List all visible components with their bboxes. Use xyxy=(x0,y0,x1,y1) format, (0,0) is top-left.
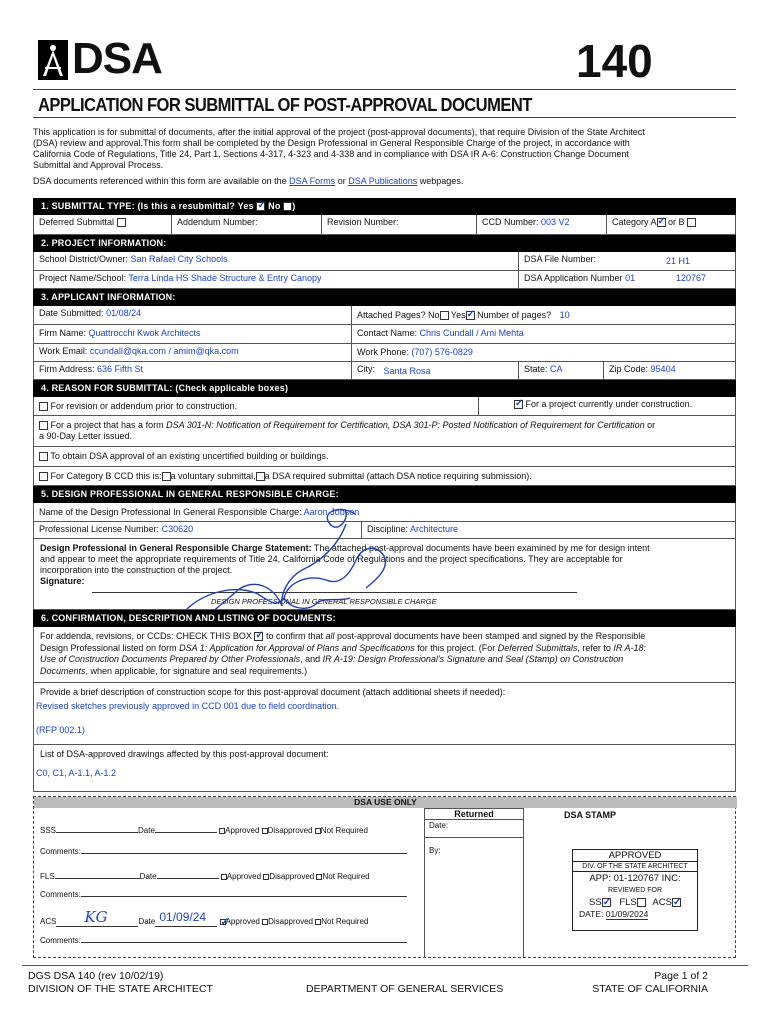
addendum-cell xyxy=(172,215,322,234)
address-row xyxy=(33,362,736,380)
sss-approved-checkbox[interactable] xyxy=(219,828,225,834)
conf-line-1a: For addenda, revisions, or CCDs: CHECK THIS BOX xyxy=(40,631,252,641)
acs-not-required-checkbox[interactable] xyxy=(315,919,321,925)
reason-2-checkbox[interactable] xyxy=(514,400,523,409)
sss-approved-label: Approved xyxy=(225,826,260,835)
revision-cell xyxy=(322,215,477,234)
acs-date: 01/09/24 xyxy=(159,910,207,924)
attached-no-label: Attached Pages? No xyxy=(357,310,440,320)
app-number-cell xyxy=(519,271,737,288)
dp-name-field[interactable]: Aaron Jobson xyxy=(303,507,360,517)
acs-comments xyxy=(40,936,407,945)
signature-caption: DESIGN PROFESSIONAL IN GENERAL RESPONSIBLE CHARGE xyxy=(211,597,437,606)
deferred-cell xyxy=(34,215,172,234)
project-row xyxy=(33,271,736,289)
section-6-header xyxy=(33,610,736,627)
revision-label: Revision Number: xyxy=(327,217,399,227)
intro-line-4: Submittal and Approval Process. xyxy=(33,160,164,170)
category-b-label: or B xyxy=(668,217,685,227)
statement-line-2: and appear to meet the appropriate requirements of Title 24, California Code of Regulations and the project specifications. They are acceptable for xyxy=(40,554,623,564)
stamp-reviewed-for: REVIEWED FOR xyxy=(607,887,663,894)
reason-3-label-a: For a project that has a form xyxy=(50,420,164,430)
stamp-fls-checkbox xyxy=(637,898,646,907)
reason-4-cell xyxy=(34,447,737,466)
acs-disapproved-checkbox[interactable] xyxy=(262,919,268,925)
fls-date-label: Date xyxy=(139,872,157,881)
app-number-prefix-field[interactable]: 01 xyxy=(625,273,636,283)
acs-approved-label: Approved xyxy=(225,917,260,926)
date-cell xyxy=(34,306,352,324)
section-1-row xyxy=(33,215,736,235)
acs-initials: KG xyxy=(84,908,108,926)
attached-yes-checkbox[interactable] xyxy=(466,311,475,320)
intro-or: or xyxy=(337,176,346,186)
sss-date-field[interactable] xyxy=(155,832,217,833)
footer-form-rev: DGS DSA 140 (rev 10/02/19) xyxy=(28,970,164,982)
reason-5-label-a: For Category B CCD this is: xyxy=(50,471,162,481)
sss-row xyxy=(40,826,368,835)
zip-cell xyxy=(604,362,737,379)
footer-department: DEPARTMENT OF GENERAL SERVICES xyxy=(306,983,504,995)
reason-3-label-b: DSA 301-N: Notification of Requirement for Certification, DSA 301-P: Posted Notification of Requirement for Certification xyxy=(166,420,645,430)
category-cell xyxy=(607,215,737,234)
conf-line-2e: , refer to xyxy=(577,642,611,653)
conf-line-2a: Design Professional listed on form xyxy=(40,642,177,653)
reason-row-1 xyxy=(33,397,736,416)
returned-by-box xyxy=(424,838,524,958)
description-field-2[interactable]: (RFP 002.1) xyxy=(36,725,85,735)
footer-page: Page 1 of 2 xyxy=(654,970,708,982)
conf-line-3b: , and xyxy=(300,654,321,664)
pages-label: Number of pages? xyxy=(477,310,552,320)
category-a-label: Category A xyxy=(612,217,657,227)
date-row xyxy=(33,306,736,325)
district-row xyxy=(33,252,736,271)
stamp-division: DIV. OF THE STATE ARCHITECT xyxy=(573,862,697,872)
email-row xyxy=(33,344,736,362)
page-title: APPLICATION FOR SUBMITTAL OF POST-APPROVAL DOCUMENT xyxy=(38,95,532,115)
section-1-header: 1. SUBMITTAL TYPE: (Is this a resubmittal? Yes ✓ No ) xyxy=(33,198,736,215)
district-label: School District/Owner: xyxy=(39,254,129,264)
fls-not-required-label: Not Required xyxy=(322,872,370,881)
reason-row-3 xyxy=(33,416,736,447)
firm-row xyxy=(33,325,736,344)
sss-comments-field[interactable] xyxy=(81,853,407,854)
address-field[interactable]: 636 Fifth St xyxy=(97,364,144,374)
intro-line-3: California Code of Regulations, Title 24, Part 1, Sections 4-317, 4-323 and 4-338 and in compliance with DSA IR A-6: Construction Change Document xyxy=(33,149,629,159)
acs-date-label: Date xyxy=(138,917,156,926)
reason-2-label: For a project currently under construction. xyxy=(525,399,693,409)
city-cell xyxy=(352,362,519,379)
attached-cell xyxy=(352,306,737,324)
fls-not-required-checkbox[interactable] xyxy=(316,874,322,880)
description-box xyxy=(33,682,736,744)
sss-comments xyxy=(40,847,407,856)
conf-line-3c: IR A-19: Design Professional's Signature and Seal (Stamp) on Construction xyxy=(322,654,624,664)
intro-text xyxy=(33,127,738,187)
dsa-forms-link[interactable]: DSA Forms xyxy=(289,176,336,186)
conf-line-3a: Use of Construction Documents Prepared by Other Professionals xyxy=(40,654,301,664)
stamp-date-row xyxy=(573,909,697,920)
conf-line-1d: post-approval documents have been stamped and signed by the Responsible xyxy=(337,631,646,641)
statement-line-3: incorporation into the construction of the project. xyxy=(40,565,233,575)
reason-5-label-c: a DSA required submittal (attach DSA notice requiring submission). xyxy=(264,471,532,481)
sss-initials-field[interactable] xyxy=(56,832,138,833)
conf-line-2c: for this project. (For xyxy=(417,642,496,653)
acs-approved-checkbox[interactable] xyxy=(220,919,226,925)
ccd-number-field[interactable]: 003 V2 xyxy=(541,217,570,227)
reason-row-5 xyxy=(33,467,736,486)
required-checkbox[interactable] xyxy=(256,472,265,481)
contact-name-field[interactable]: Chris Cundall / Ami Mehta xyxy=(419,328,524,338)
header-rule xyxy=(33,89,736,90)
confirmation-text xyxy=(40,631,734,677)
returned-label: Returned xyxy=(425,809,523,820)
dsa-publications-link[interactable]: DSA Publications xyxy=(348,176,418,186)
stamp-app-number: APP: 01-120767 INC: xyxy=(589,873,681,884)
fls-disapproved-label: Disapproved xyxy=(269,872,315,881)
returned-date-label: Date: xyxy=(429,821,449,830)
returned-date-box xyxy=(424,808,524,838)
license-label: Professional License Number: xyxy=(39,524,160,534)
acs-label: ACS xyxy=(40,917,57,926)
fls-row xyxy=(40,872,370,881)
statement-line-1: The attached post-approval documents have been examined by me for design intent xyxy=(313,543,650,553)
intro-links-line xyxy=(33,176,738,187)
category-a-checkbox[interactable] xyxy=(657,218,666,227)
reason-row-4 xyxy=(33,447,736,467)
acs-date-field[interactable] xyxy=(155,910,217,927)
project-name-field[interactable]: Terra Linda HS Shade Structure & Entry Canopy xyxy=(128,273,322,283)
contact-label: Contact Name: xyxy=(357,328,418,338)
signature-label: Signature: xyxy=(40,576,85,586)
attached-no-checkbox[interactable] xyxy=(440,311,449,320)
contact-cell xyxy=(352,325,737,343)
intro-line-2: (DSA) review and approval.This form shall be completed by the Design Professional in General Responsible Charge of the project, in accordance with xyxy=(33,138,630,148)
acs-disapproved-label: Disapproved xyxy=(268,917,313,926)
fls-comments xyxy=(40,890,407,899)
section-4-header xyxy=(33,380,736,397)
fls-approved-checkbox[interactable] xyxy=(221,874,227,880)
state-label: State: xyxy=(524,364,548,374)
conf-line-4a: Documents xyxy=(40,665,86,676)
section-2-header xyxy=(33,235,736,252)
sss-not-required-checkbox[interactable] xyxy=(315,828,321,834)
stamp-ss-label: SS xyxy=(589,897,602,908)
category-b-checkbox[interactable] xyxy=(687,218,696,227)
state-cell xyxy=(519,362,604,379)
address-cell xyxy=(34,362,352,379)
project-cell xyxy=(34,271,519,288)
acs-initials-field[interactable] xyxy=(56,908,138,927)
ccd-cell xyxy=(477,215,607,234)
form-number: 140 xyxy=(576,35,653,87)
city-field[interactable]: Santa Rosa xyxy=(383,366,431,376)
city-label: City: xyxy=(357,364,375,374)
reason-2-cell xyxy=(479,397,737,415)
phone-cell xyxy=(352,344,737,361)
dsa-use-only-box xyxy=(33,796,736,958)
deferred-label: Deferred Submittal xyxy=(39,217,115,227)
reason-5-checkbox[interactable] xyxy=(39,472,48,481)
footer-state: STATE OF CALIFORNIA xyxy=(592,983,708,995)
firm-label: Firm Name: xyxy=(39,328,86,338)
confirm-stamped-checkbox[interactable] xyxy=(254,632,263,641)
intro-links-prefix: DSA documents referenced within this form are available on the xyxy=(33,176,287,186)
fls-label: FLS xyxy=(40,872,55,881)
acs-comments-field[interactable] xyxy=(81,942,407,943)
intro-line-1: This application is for submittal of documents, after the initial approval of the project (post-approval documents), that require Division of the State Architect xyxy=(33,127,645,137)
drawings-label: List of DSA-approved drawings affected by this post-approval document: xyxy=(40,749,329,759)
stamp-fls-label: FLS xyxy=(619,897,637,908)
drawings-box xyxy=(33,744,736,792)
resubmittal-yes-checkbox[interactable] xyxy=(256,202,265,211)
acs-comments-label: Comments: xyxy=(40,936,81,945)
reason-5-cell xyxy=(34,467,737,485)
sss-disapproved-checkbox[interactable] xyxy=(262,828,268,834)
file-number-cell xyxy=(519,252,737,270)
fls-comments-label: Comments: xyxy=(40,890,81,899)
conf-line-4b: , when applicable, for signature and seal requirements.) xyxy=(85,665,308,676)
discipline-field[interactable]: Architecture xyxy=(410,524,459,534)
section-4-title: 4. REASON FOR SUBMITTAL: (Check applicable boxes) xyxy=(41,383,289,393)
acs-not-required-label: Not Required xyxy=(321,917,369,926)
intro-links-suffix: webpages. xyxy=(419,176,464,186)
section-2-title: 2. PROJECT INFORMATION: xyxy=(41,238,167,248)
stamp-acs-label: ACS xyxy=(652,897,672,908)
firm-name-field[interactable]: Quattrocchi Kwok Architects xyxy=(88,328,201,338)
pages-field[interactable]: 10 xyxy=(559,310,570,320)
section-1-title: 1. SUBMITTAL TYPE: (Is this a resubmittal? Yes xyxy=(41,201,254,211)
reason-5-label-b: a voluntary submittal, xyxy=(170,471,256,481)
conf-line-2d: Deferred Submittals xyxy=(497,642,578,653)
footer-rule xyxy=(22,965,748,966)
fls-approved-label: Approved xyxy=(226,872,262,881)
stamp-ss-checkbox xyxy=(602,898,611,907)
description-field-1[interactable]: Revised sketches previously approved in CCD 001 due to field coordination. xyxy=(36,701,340,711)
compass-icon xyxy=(38,40,68,80)
app-number-label: DSA Application Number xyxy=(524,273,623,283)
zip-field[interactable]: 95404 xyxy=(650,364,676,374)
resubmittal-no-label: No xyxy=(268,201,281,211)
file-number-field[interactable]: 21 H1 xyxy=(666,256,691,266)
stamp-date-label: DATE: xyxy=(579,909,604,919)
license-field[interactable]: C30620 xyxy=(161,524,194,534)
approval-stamp xyxy=(572,849,698,931)
firm-cell xyxy=(34,325,352,343)
date-submitted-field[interactable]: 01/08/24 xyxy=(106,308,142,318)
sss-comments-label: Comments: xyxy=(40,847,81,856)
reason-3-label-d: a 90-Day Letter issued. xyxy=(39,431,133,441)
conf-line-1c: all xyxy=(325,631,335,641)
district-cell xyxy=(34,252,519,270)
reason-3-cell xyxy=(34,416,737,446)
phone-label: Work Phone: xyxy=(357,347,409,357)
project-label: Project Name/School: xyxy=(39,273,127,283)
email-label: Work Email: xyxy=(39,346,88,356)
email-cell xyxy=(34,344,352,361)
file-number-label: DSA File Number: xyxy=(524,254,597,264)
attached-yes-label: Yes xyxy=(450,310,466,320)
district-field[interactable]: San Rafael City Schools xyxy=(130,254,228,264)
deferred-checkbox[interactable] xyxy=(117,218,126,227)
drawings-field[interactable]: C0, C1, A-1.1, A-1.2 xyxy=(36,768,117,778)
fls-comments-field[interactable] xyxy=(81,896,407,897)
logo-text: DSA xyxy=(72,34,162,83)
footer-division: DIVISION OF THE STATE ARCHITECT xyxy=(28,983,213,995)
reason-1-label: For revision or addendum prior to construction. xyxy=(50,401,238,411)
sss-disapproved-label: Disapproved xyxy=(267,826,313,835)
discipline-label: Discipline: xyxy=(367,524,409,534)
voluntary-checkbox[interactable] xyxy=(162,472,171,481)
conf-line-2b: DSA 1: Application for Approval of Plans and Specifications xyxy=(179,642,415,653)
app-number-field[interactable]: 120767 xyxy=(676,273,707,283)
fls-initials-field[interactable] xyxy=(55,878,140,879)
fls-date-field[interactable] xyxy=(157,878,219,879)
reason-4-checkbox[interactable] xyxy=(39,452,48,461)
fls-disapproved-checkbox[interactable] xyxy=(263,874,269,880)
section-3-title: 3. APPLICANT INFORMATION: xyxy=(41,292,176,302)
stamp-acs-checkbox xyxy=(672,898,681,907)
resubmittal-no-checkbox[interactable] xyxy=(283,202,292,211)
conf-line-2f: IR A-18: xyxy=(613,642,647,653)
statement-heading: Design Professional in General Responsible Charge Statement: xyxy=(40,543,312,553)
sss-label: SSS xyxy=(40,826,57,835)
ccd-label: CCD Number: xyxy=(482,217,539,227)
returned-by-label: By: xyxy=(429,846,441,855)
section-6-title: 6. CONFIRMATION, DESCRIPTION AND LISTING OF DOCUMENTS: xyxy=(41,613,336,623)
stamp-date: 01/09/2024 xyxy=(605,909,649,919)
state-field[interactable]: CA xyxy=(550,364,563,374)
sss-not-required-label: Not Required xyxy=(320,826,368,835)
section-3-header xyxy=(33,289,736,306)
reason-1-cell xyxy=(34,397,479,415)
stamp-approved: APPROVED xyxy=(573,850,697,862)
sss-date-label: Date xyxy=(138,826,155,835)
dsa-stamp-title: DSA STAMP xyxy=(564,810,617,820)
reason-3-label-c: or xyxy=(647,420,656,430)
date-label: Date Submitted: xyxy=(39,308,104,318)
dp-name-label: Name of the Design Professional In General Responsible Charge: xyxy=(39,507,302,517)
email-field[interactable]: ccundall@qka.com / amim@qka.com xyxy=(89,346,239,356)
description-label: Provide a brief description of construction scope for this post-approval document (attach additional sheets if needed): xyxy=(40,687,506,697)
dsa-use-title: DSA USE ONLY xyxy=(34,797,737,808)
address-label: Firm Address: xyxy=(39,364,95,374)
stamp-disciplines xyxy=(573,896,697,909)
addendum-label: Addendum Number: xyxy=(177,217,258,227)
acs-row xyxy=(40,908,369,927)
footer-left xyxy=(28,970,213,996)
title-rule xyxy=(33,117,736,118)
reason-1-checkbox[interactable] xyxy=(39,402,48,411)
conf-line-1b: to confirm that xyxy=(265,631,323,641)
footer-right xyxy=(578,970,708,996)
phone-field[interactable]: (707) 576-0829 xyxy=(411,347,473,357)
reason-4-label: To obtain DSA approval of an existing uncertified building or buildings. xyxy=(50,451,329,461)
zip-label: Zip Code: xyxy=(609,364,649,374)
confirmation-box xyxy=(33,627,736,682)
reason-3-checkbox[interactable] xyxy=(39,421,48,430)
section-5-title: 5. DESIGN PROFESSIONAL IN GENERAL RESPONSIBLE CHARGE: xyxy=(41,489,339,499)
